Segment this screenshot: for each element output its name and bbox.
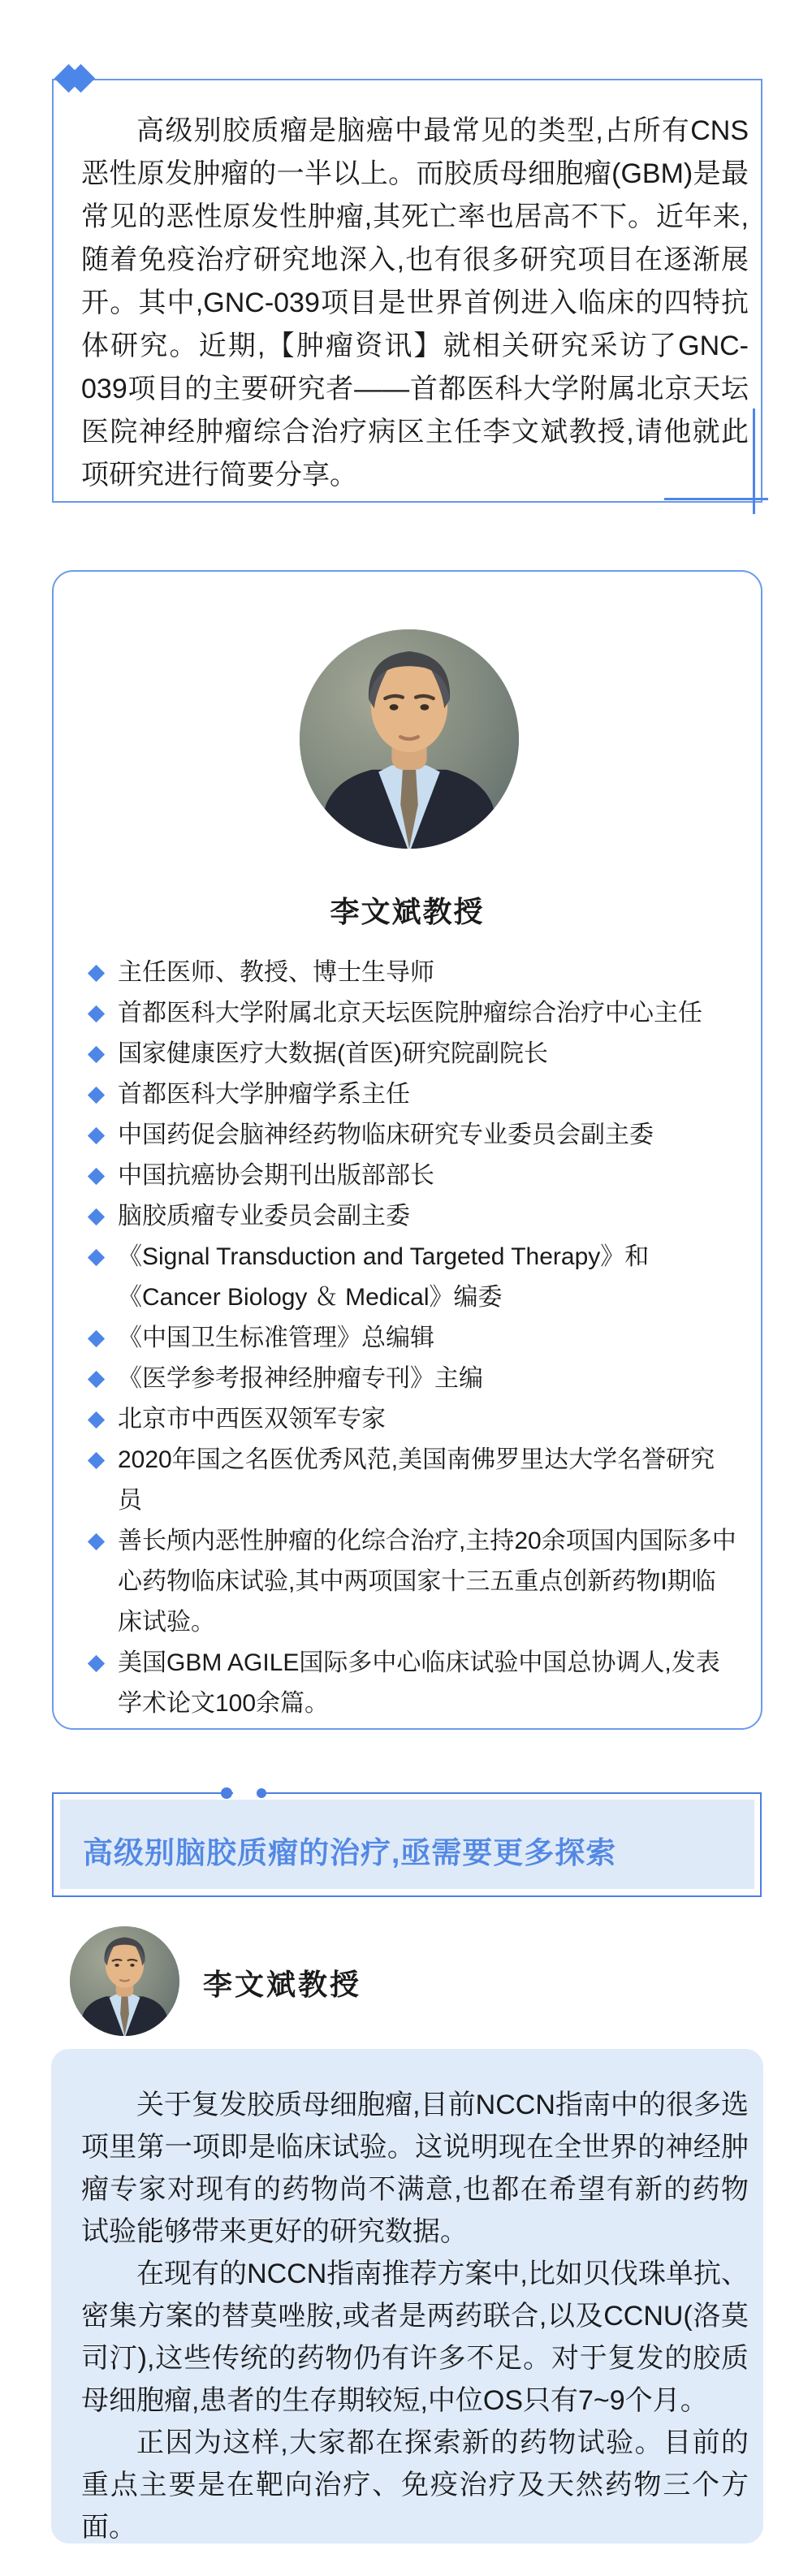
credential-text: 中国抗癌协会期刊出版部部长 [118, 1162, 434, 1189]
credential-text: 国家健康医疗大数据(首医)研究院副院长 [118, 1040, 548, 1067]
credential-item [89, 1115, 737, 1156]
dot-icon [257, 1788, 266, 1798]
diamond-bullet-icon [88, 1005, 105, 1022]
credential-item [89, 1440, 737, 1521]
credential-text: 美国GBM AGILE国际多中心临床试验中国总协调人,发表学术论文100余篇。 [118, 1649, 720, 1717]
professor-photo [300, 629, 519, 849]
interview-paragraph: 关于复发胶质母细胞瘤,目前NCCN指南中的很多选项里第一项即是临床试验。这说明现在全世界的神经肿瘤专家对现有的药物尚不满意,也都在希望有新的药物试验能够带来更好的研究数据。 [81, 2090, 749, 2247]
credential-text: 脑胶质瘤专业委员会副主委 [118, 1203, 410, 1230]
credential-item [89, 1318, 737, 1359]
diamond-bullet-icon [88, 1330, 105, 1347]
diamond-bullet-icon [88, 1533, 105, 1550]
credentials-list [89, 953, 737, 1724]
interview-content-box [51, 2049, 763, 2544]
expert-avatar [70, 1926, 179, 2036]
diamond-bullet-icon [88, 1249, 105, 1266]
credential-text: 中国药促会脑神经药物临床研究专业委员会副主委 [118, 1122, 654, 1148]
credential-text: 《医学参考报神经肿瘤专刊》主编 [118, 1365, 483, 1392]
expert-name: 李文斌教授 [203, 1968, 362, 2001]
diamond-bullet-icon [88, 1127, 105, 1144]
diamond-bullet-icon [88, 1046, 105, 1063]
diamond-bullet-icon [88, 1411, 105, 1428]
credential-item [89, 1156, 737, 1196]
credential-item [89, 1399, 737, 1440]
diamond-bullet-icon [88, 1087, 105, 1104]
credential-item [89, 993, 737, 1034]
diamond-bullet-icon [88, 965, 105, 982]
intro-paragraph: 高级别胶质瘤是脑癌中最常见的类型,占所有CNS恶性原发肿瘤的一半以上。而胶质母细胞瘤(GBM)是最常见的恶性原发性肿瘤,其死亡率也居高不下。近年来,随着免疫治疗研究地深入,也有很多研究项目在逐渐展开。其中,GNC-039项目是世界首例进入临床的四特抗体研究。近期,【肿瘤资讯】就相关研究采访了GNC-039项目的主要研究者——首都医科大学附属北京天坛医院神经肿瘤综合治疗病区主任李文斌教授,请他就此项研究进行简要分享。 [81, 115, 749, 491]
section-header [52, 1792, 762, 1897]
section-title: 高级别脑胶质瘤的治疗,亟需要更多探索 [83, 1836, 617, 1869]
credential-item [89, 1196, 737, 1237]
intro-box [52, 79, 762, 503]
interview-paragraph: 正因为这样,大家都在探索新的药物试验。目前的重点主要是在靶向治疗、免疫治疗及天然药物三个方面。 [81, 2427, 749, 2543]
credential-text: 首都医科大学肿瘤学系主任 [118, 1081, 410, 1108]
diamond-bullet-icon [88, 1452, 105, 1469]
credential-item [89, 1237, 737, 1318]
profile-card [52, 570, 762, 1730]
corner-decor-horizontal-line [664, 498, 768, 500]
interview-paragraph: 在现有的NCCN指南推荐方案中,比如贝伐珠单抗、密集方案的替莫唑胺,或者是两药联合,以及CCNU(洛莫司汀),这些传统的药物仍有许多不足。对于复发的胶质母细胞瘤,患者的生存期较短,中位OS只有7~9个月。 [81, 2258, 749, 2416]
diamond-bullet-icon [88, 1371, 105, 1388]
credential-item [89, 1643, 737, 1724]
diamond-bullet-icon [88, 1168, 105, 1185]
credential-text: 主任医师、教授、博士生导师 [118, 959, 434, 986]
credential-text: 《中国卫生标准管理》总编辑 [118, 1325, 434, 1351]
credential-text: 2020年国之名医优秀风范,美国南佛罗里达大学名誉研究员 [118, 1446, 715, 1514]
credential-item [89, 1034, 737, 1074]
credential-text: 北京市中西医双领军专家 [118, 1406, 386, 1433]
credential-text: 首都医科大学附属北京天坛医院肿瘤综合治疗中心主任 [118, 1000, 702, 1027]
credential-item [89, 953, 737, 993]
credential-item [89, 1359, 737, 1399]
credential-item [89, 1074, 737, 1115]
credential-text: 善长颅内恶性肿瘤的化综合治疗,主持20余项国内国际多中心药物临床试验,其中两项国家十三五重点创新药物I期临床试验。 [118, 1528, 736, 1636]
diamond-bullet-icon [88, 1655, 105, 1672]
profile-name: 李文斌教授 [330, 895, 485, 928]
credential-item [89, 1521, 737, 1643]
credential-text: 《Signal Transduction and Targeted Therapy》和《Cancer Biology ＆ Medical》编委 [118, 1243, 650, 1311]
dot-icon [221, 1787, 232, 1799]
diamond-bullet-icon [88, 1208, 105, 1225]
zigzag-diamond-icon [58, 67, 101, 91]
